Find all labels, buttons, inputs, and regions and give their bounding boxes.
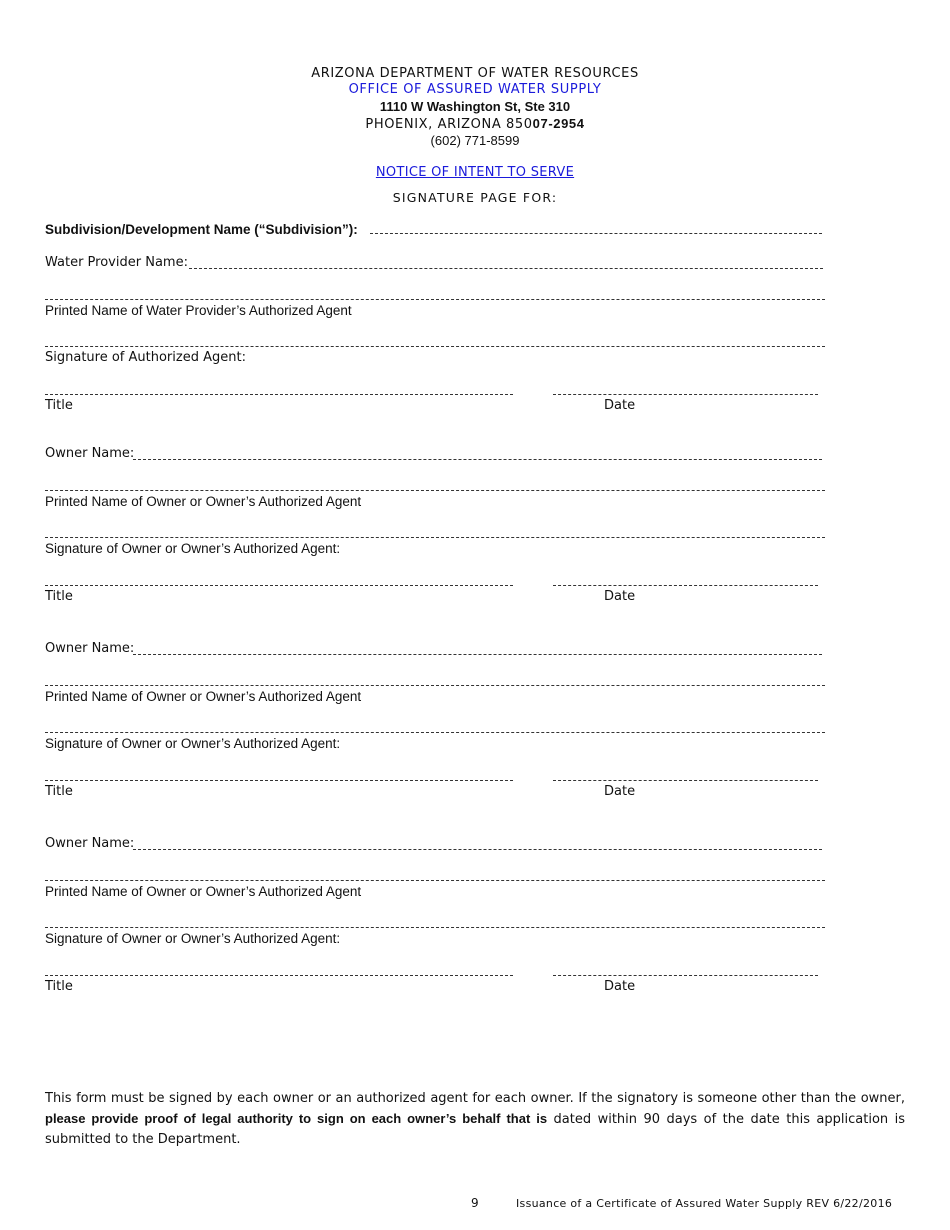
owner-3-printed-field[interactable]: [45, 880, 825, 881]
owner-3-signature-field[interactable]: [45, 927, 825, 928]
owner-1-printed-label: Printed Name of Owner or Owner’s Authorized Agent: [45, 494, 362, 509]
zip-suffix: 07-2954: [532, 116, 585, 131]
owner-1-printed-field[interactable]: [45, 490, 825, 491]
owner-2-printed-label: Printed Name of Owner or Owner’s Authorized Agent: [45, 689, 362, 704]
owner-2-printed-field[interactable]: [45, 685, 825, 686]
city-address: [0, 116, 950, 132]
owner-2-name-label: Owner Name:: [45, 641, 135, 656]
owner-2-signature-field[interactable]: [45, 732, 825, 733]
owner-1-name-label: Owner Name:: [45, 446, 135, 461]
agency-name: ARIZONA DEPARTMENT OF WATER RESOURCES: [311, 66, 639, 81]
footer-doc-title: Issuance of a Certificate of Assured Water Supply REV 6/22/2016: [516, 1197, 893, 1210]
owner-3-name-field[interactable]: [133, 849, 822, 850]
signature-page-heading: SIGNATURE PAGE FOR:: [392, 190, 558, 205]
owner-3-date-label: Date: [604, 979, 636, 994]
owner-1-name-field[interactable]: [133, 459, 822, 460]
notice-text-part-1: This form must be signed by each owner or an authorized agent for each owner. If the signatory is someone other than the owner,: [45, 1091, 905, 1106]
owner-2-signature-label: Signature of Owner or Owner’s Authorized Agent:: [45, 736, 341, 751]
owner-2-title-label: Title: [45, 784, 73, 799]
owner-1-date-label: Date: [604, 589, 636, 604]
notice-title-link[interactable]: NOTICE OF INTENT TO SERVE: [375, 165, 575, 180]
agent-signature-field[interactable]: [45, 346, 825, 347]
owner-2-date-label: Date: [604, 784, 636, 799]
owner-1-title-field[interactable]: [45, 585, 513, 586]
owner-1-date-field[interactable]: [553, 585, 818, 586]
water-provider-field[interactable]: [189, 268, 823, 269]
notice-text-bold: please provide proof of legal authority to sign on each owner’s behalf that is: [45, 1111, 548, 1126]
owner-3-title-label: Title: [45, 979, 73, 994]
street-address: 1110 W Washington St, Ste 310: [379, 99, 571, 114]
owner-2-title-field[interactable]: [45, 780, 513, 781]
agent-title-field[interactable]: [45, 394, 513, 395]
water-provider-label: Water Provider Name:: [45, 255, 188, 270]
agent-printed-name-label: Printed Name of Water Provider’s Authorized Agent: [45, 303, 352, 318]
owner-3-printed-label: Printed Name of Owner or Owner’s Authorized Agent: [45, 884, 362, 899]
owner-2-name-field[interactable]: [133, 654, 822, 655]
agent-date-field[interactable]: [553, 394, 818, 395]
agent-printed-name-field[interactable]: [45, 299, 825, 300]
agent-title-label: Title: [45, 398, 73, 413]
page-number: 9: [471, 1196, 479, 1210]
agent-signature-label: Signature of Authorized Agent:: [45, 350, 246, 365]
owner-3-title-field[interactable]: [45, 975, 513, 976]
owner-3-name-label: Owner Name:: [45, 836, 135, 851]
subdivision-label: Subdivision/Development Name (“Subdivision”):: [45, 222, 358, 237]
owner-1-signature-label: Signature of Owner or Owner’s Authorized Agent:: [45, 541, 341, 556]
owner-2-date-field[interactable]: [553, 780, 818, 781]
notice-text-part-3: dated within 90 days of the date this application is submitted to the Department.: [45, 1112, 905, 1147]
office-name: OFFICE OF ASSURED WATER SUPPLY: [348, 82, 602, 97]
owner-1-title-label: Title: [45, 589, 73, 604]
owner-1-signature-field[interactable]: [45, 537, 825, 538]
owner-3-signature-label: Signature of Owner or Owner’s Authorized Agent:: [45, 931, 341, 946]
phone-number: (602) 771-8599: [430, 133, 520, 148]
signing-notice-paragraph: [45, 1089, 905, 1150]
city-address-part: PHOENIX, ARIZONA 850: [365, 117, 533, 132]
subdivision-field[interactable]: [370, 233, 822, 234]
owner-3-date-field[interactable]: [553, 975, 818, 976]
agent-date-label: Date: [604, 398, 636, 413]
